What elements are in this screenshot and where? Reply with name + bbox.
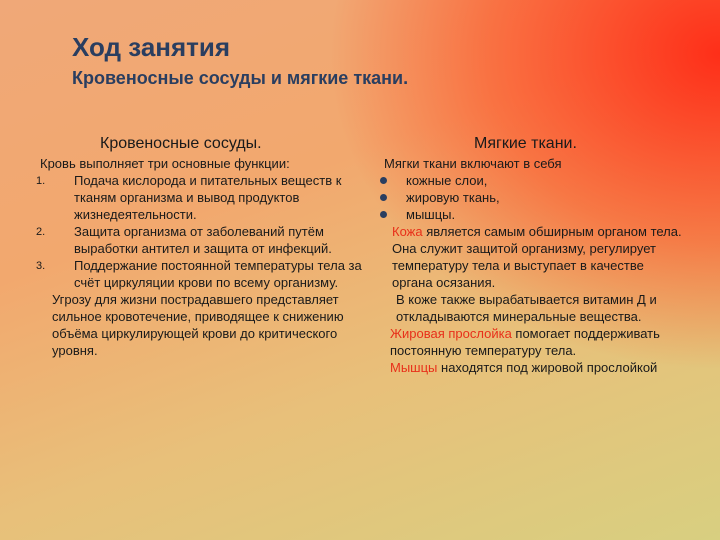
- slide-title: Ход занятия: [72, 32, 231, 62]
- item-number: 1.: [36, 175, 46, 187]
- muscle-paragraph: [380, 359, 700, 376]
- muscle-term: Мышцы: [390, 360, 438, 375]
- list-item: [36, 223, 366, 257]
- tissue-list: [380, 172, 700, 223]
- bullet-text: кожные слои,: [406, 173, 488, 188]
- item-text: Подача кислорода и питательных веществ к тканям организма и вывод продуктов жизнедеятельности.: [74, 173, 342, 222]
- bullet-icon: [380, 194, 387, 201]
- left-intro: Кровь выполняет три основные функции:: [40, 156, 290, 171]
- blood-vessels-column: [36, 155, 366, 359]
- list-item: [380, 172, 700, 189]
- right-intro: Мягки ткани включают в себя: [384, 156, 562, 171]
- fat-term: Жировая прослойка: [390, 326, 512, 341]
- bullet-icon: [380, 211, 387, 218]
- list-item: [36, 257, 366, 291]
- bullet-text: мышцы.: [406, 207, 456, 222]
- right-column-heading: Мягкие ткани.: [474, 135, 577, 152]
- bullet-text: жировую ткань,: [406, 190, 500, 205]
- item-text: Поддержание постоянной температуры тела за счёт циркуляции крови по всему организму.: [74, 258, 362, 290]
- bullet-icon: [380, 177, 387, 184]
- skin-term: Кожа: [392, 224, 423, 239]
- left-outro: [36, 291, 366, 359]
- slide-subtitle: Кровеносные сосуды и мягкие ткани.: [72, 68, 409, 88]
- item-number: 3.: [36, 260, 46, 272]
- list-item: [36, 172, 366, 223]
- skin-paragraph: [380, 223, 700, 291]
- list-item: [380, 206, 700, 223]
- left-column-heading: Кровеносные сосуды.: [100, 135, 262, 152]
- item-number: 2.: [36, 226, 46, 238]
- vitamin-paragraph: В коже также вырабатывается витамин Д и откладываются минеральные вещества.: [396, 292, 657, 324]
- list-item: [380, 189, 700, 206]
- skin-text: является самым обширным органом тела. Она служит защитой организму, регулирует температуру тела и выступает в качестве органа осязания.: [392, 224, 682, 290]
- functions-list: [36, 172, 366, 291]
- fat-paragraph: [380, 325, 700, 359]
- outro-text: Угрозу для жизни пострадавшего представляет сильное кровотечение, приводящее к снижению объёма циркулирующей крови до критического уровня.: [52, 292, 344, 358]
- item-text: Защита организма от заболеваний путём выработки антител и защита от инфекций.: [74, 224, 332, 256]
- fat-text: помогает поддерживать постоянную температуру тела.: [390, 326, 660, 358]
- soft-tissue-column: [380, 155, 700, 376]
- muscle-text: находятся под жировой прослойкой: [437, 360, 658, 375]
